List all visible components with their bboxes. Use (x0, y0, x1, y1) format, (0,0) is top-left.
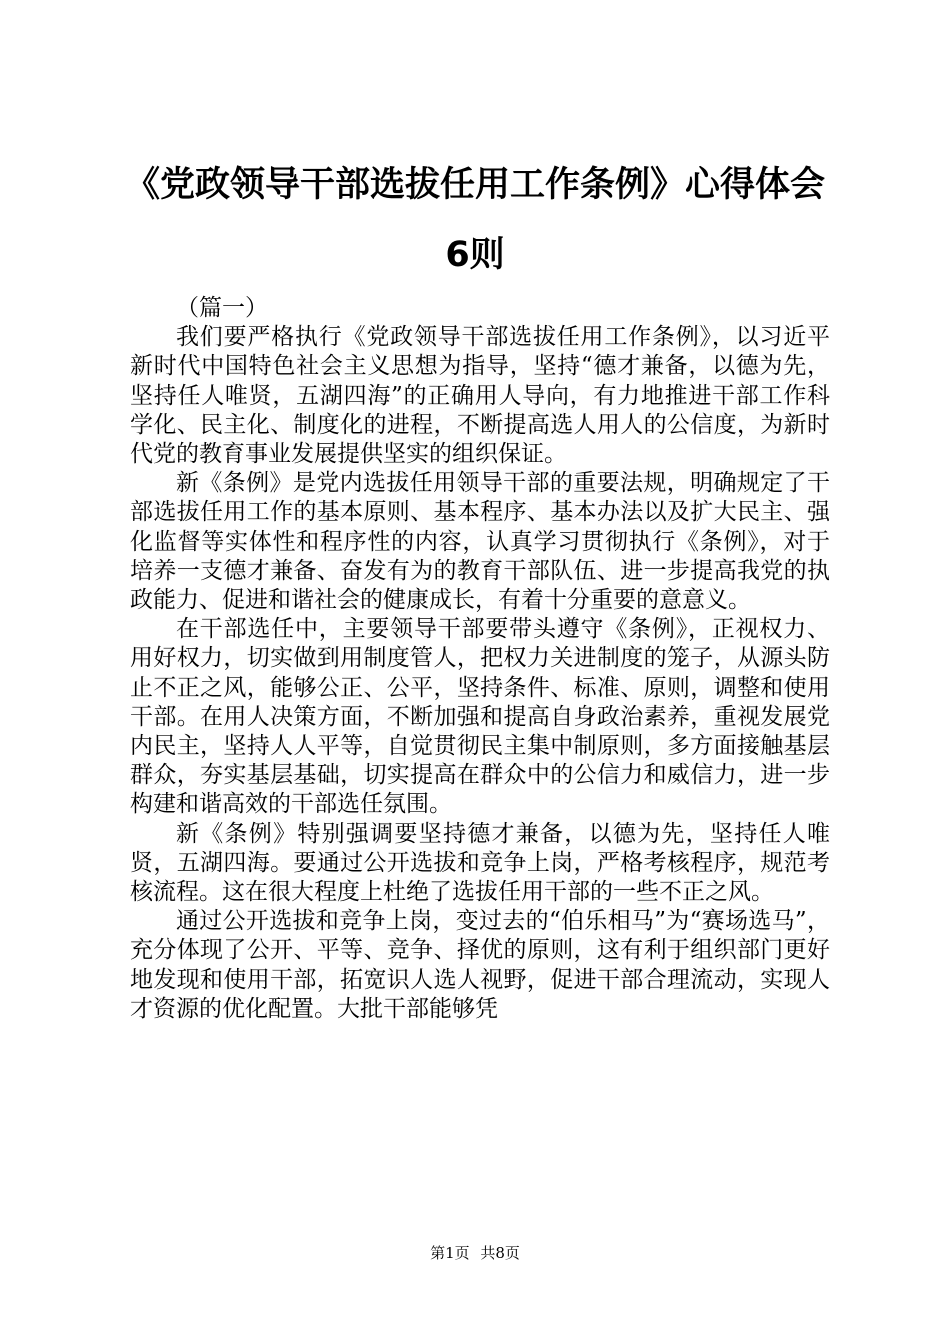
page-number: 第1页 (430, 1244, 470, 1262)
page-footer (0, 1243, 950, 1263)
paragraph: 通过公开选拔和竞争上岗，变过去的“伯乐相马”为“赛场选马”，充分体现了公开、平等、竞争、择优的原则，这有利于组织部门更好地发现和使用干部，拓宽识人选人视野，促进干部合理流动，实现人才资源的优化配置。大批干部能够凭 (130, 908, 830, 1022)
page-total: 共8页 (480, 1244, 520, 1262)
document-title (100, 150, 850, 290)
title-line-2: 6则 (445, 235, 505, 275)
title-line-1: 《党政领导干部选拔任用工作条例》心得体会 (124, 165, 825, 205)
document-body (130, 294, 830, 1024)
paragraph: 我们要严格执行《党政领导干部选拔任用工作条例》，以习近平新时代中国特色社会主义思想为指导，坚持“德才兼备，以德为先，坚持任人唯贤，五湖四海”的正确用人导向，有力地推进干部工作科学化、民主化、制度化的进程，不断提高选人用人的公信度，为新时代党的教育事业发展提供坚实的组织保证。 (130, 324, 830, 468)
paragraph: 在干部选任中，主要领导干部要带头遵守《条例》，正视权力、用好权力，切实做到用制度管人，把权力关进制度的笼子，从源头防止不正之风，能够公正、公平，坚持条件、标准、原则，调整和使用干部。在用人决策方面，不断加强和提高自身政治素养，重视发展党内民主，坚持人人平等，自觉贯彻民主集中制原则，多方面接触基层群众，夯实基层基础，切实提高在群众中的公信力和威信力，进一步构建和谐高效的干部选任氛围。 (130, 616, 830, 818)
section-label: （篇一） (176, 295, 268, 321)
paragraph: 新《条例》特别强调要坚持德才兼备，以德为先，坚持任人唯贤，五湖四海。要通过公开选拔和竞争上岗，严格考核程序，规范考核流程。这在很大程度上杜绝了选拔任用干部的一些不正之风。 (130, 820, 830, 906)
paragraph: 新《条例》是党内选拔任用领导干部的重要法规，明确规定了干部选拔任用工作的基本原则、基本程序、基本办法以及扩大民主、强化监督等实体性和程序性的内容，认真学习贯彻执行《条例》，对于培养一支德才兼备、奋发有为的教育干部队伍、进一步提高我党的执政能力、促进和谐社会的健康成长，有着十分重要的意意义。 (130, 470, 830, 614)
